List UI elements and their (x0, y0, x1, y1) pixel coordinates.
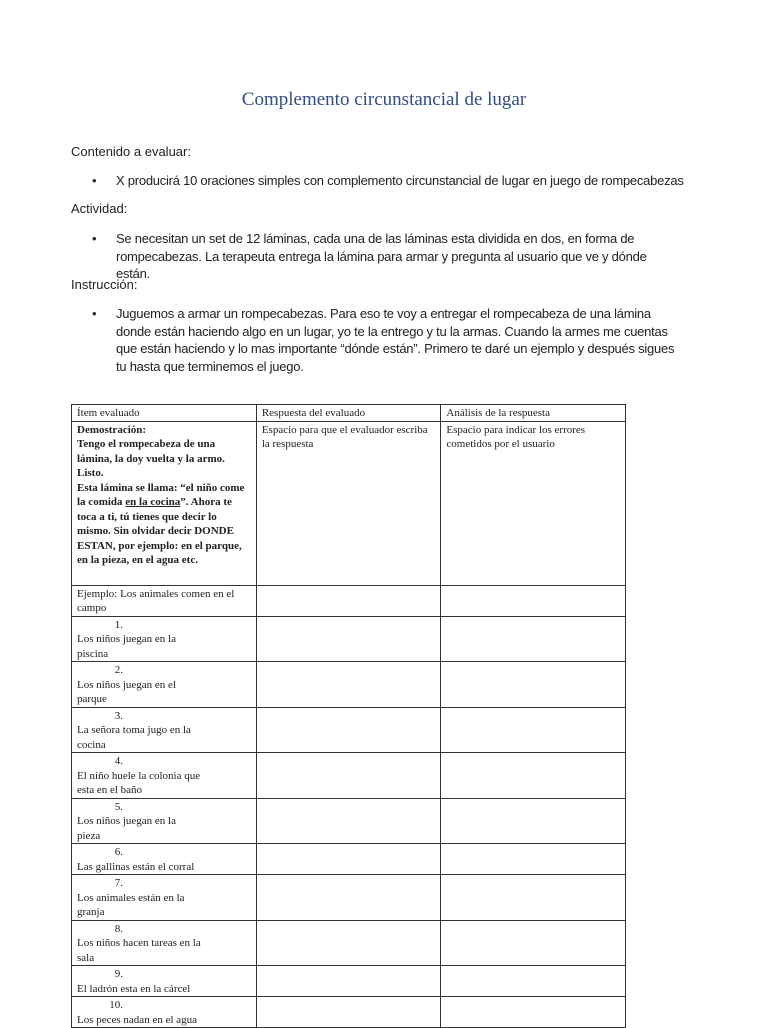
item-number: 6. (114, 846, 123, 858)
table-row (72, 844, 626, 875)
answer-cell[interactable] (256, 616, 441, 662)
answer-cell[interactable] (256, 966, 441, 997)
item-text: Los niños juegan en el parque (77, 678, 176, 705)
demo-title: Demostración: (77, 423, 147, 436)
item-text: Los niños juegan en la piscina (77, 633, 176, 660)
demo-respuesta: Espacio para que el evaluador escriba la respuesta (256, 421, 441, 585)
instruccion-text: Juguemos a armar un rompecabezas. Para eso te voy a entregar el rompecabeza de una lámina donde están haciendo algo en un lugar, yo te la entrego y tu la armas. Cuando la armes me cuentas que están haciendo y lo mas importante “dónde están”. Primero te daré un ejemplo y después sigues tu hasta que terminemos el juego. (116, 306, 675, 374)
analysis-cell[interactable] (441, 585, 626, 616)
item-cell (72, 875, 257, 921)
ejemplo-cell: Ejemplo: Los animales comen en el campo (72, 585, 257, 616)
analysis-cell[interactable] (441, 997, 626, 1028)
table-row (72, 753, 626, 799)
answer-cell[interactable] (256, 585, 441, 616)
item-cell (72, 920, 257, 966)
item-cell (72, 844, 257, 875)
actividad-text: Se necesitan un set de 12 láminas, cada una de las láminas esta dividida en dos, en forma de rompecabezas. La terapeuta entrega la lámina para armar y pregunta al usuario que ve y dónde están. (116, 231, 647, 281)
header-analisis: Análisis de la respuesta (441, 405, 626, 422)
table-row (72, 997, 626, 1028)
item-number: 9. (114, 968, 123, 980)
analysis-cell[interactable] (441, 616, 626, 662)
item-cell (72, 753, 257, 799)
item-number: 8. (114, 922, 123, 935)
instruccion-label: Instrucción: (71, 277, 138, 292)
bullet-icon: • (92, 231, 97, 246)
table-row (72, 875, 626, 921)
answer-cell[interactable] (256, 920, 441, 966)
answer-cell[interactable] (256, 753, 441, 799)
item-text: El niño huele la colonia que esta en el baño (77, 769, 201, 796)
item-cell (72, 966, 257, 997)
header-item: Ítem evaluado (72, 405, 257, 422)
demo-analisis: Espacio para indicar los errores cometidos por el usuario (441, 421, 626, 585)
item-text: Los animales están en la granja (77, 891, 185, 918)
contenido-bullet (92, 172, 692, 190)
ejemplo-row (72, 585, 626, 616)
item-number: 7. (114, 877, 123, 889)
item-cell (72, 997, 257, 1028)
analysis-cell[interactable] (441, 875, 626, 921)
instruccion-bullet (92, 305, 692, 377)
answer-cell[interactable] (256, 798, 441, 844)
demo-line-1: Tengo el rompecabeza de una lámina, la doy vuelta y la armo. Listo. (77, 438, 225, 479)
item-text: La señora toma jugo en la cocina (77, 724, 191, 751)
analysis-cell[interactable] (441, 798, 626, 844)
evaluation-table (71, 404, 626, 1028)
demo-line-2: Esta lámina se llama: “el niño come la comida en la cocina”. Ahora te toca a ti, tú tienes que decir lo mismo. Sin olvidar decir DONDE ESTAN, por ejemplo: en el parque, en la pieza, en el agua etc. (77, 481, 245, 566)
answer-cell[interactable] (256, 844, 441, 875)
item-number: 10. (109, 999, 123, 1011)
item-number: 2. (114, 664, 123, 676)
table-row (72, 920, 626, 966)
items-body (72, 616, 626, 1028)
item-number: 3. (114, 709, 123, 722)
bullet-icon: • (92, 173, 97, 188)
analysis-cell[interactable] (441, 844, 626, 875)
item-number: 1. (114, 618, 123, 631)
contenido-text: X producirá 10 oraciones simples con complemento circunstancial de lugar en juego de rompecabezas (116, 173, 684, 188)
table-row (72, 966, 626, 997)
item-text: El ladrón esta en la cárcel (77, 982, 191, 995)
analysis-cell[interactable] (441, 920, 626, 966)
item-text: Los niños juegan en la pieza (77, 815, 176, 842)
header-respuesta: Respuesta del evaluado (256, 405, 441, 422)
demo-row (72, 421, 626, 585)
table-row (72, 662, 626, 708)
item-cell (72, 798, 257, 844)
item-cell (72, 707, 257, 753)
item-number: 4. (114, 755, 123, 767)
bullet-icon: • (92, 306, 97, 321)
actividad-label: Actividad: (71, 201, 128, 216)
table-row (72, 707, 626, 753)
item-number: 5. (114, 800, 123, 813)
actividad-bullet (92, 230, 692, 281)
item-text: Las gallinas están el corral (77, 860, 195, 873)
answer-cell[interactable] (256, 997, 441, 1028)
item-text: Los peces nadan en el agua (77, 1013, 198, 1026)
table-row (72, 798, 626, 844)
table-header-row (72, 405, 626, 422)
item-text: Los niños hacen tareas en la sala (77, 937, 201, 964)
answer-cell[interactable] (256, 662, 441, 708)
item-cell (72, 616, 257, 662)
contenido-label: Contenido a evaluar: (71, 144, 191, 159)
answer-cell[interactable] (256, 707, 441, 753)
analysis-cell[interactable] (441, 662, 626, 708)
analysis-cell[interactable] (441, 966, 626, 997)
document-title: Complemento circunstancial de lugar (241, 89, 527, 110)
analysis-cell[interactable] (441, 707, 626, 753)
demo-cell (72, 421, 257, 585)
answer-cell[interactable] (256, 875, 441, 921)
table-row (72, 616, 626, 662)
item-cell (72, 662, 257, 708)
analysis-cell[interactable] (441, 753, 626, 799)
